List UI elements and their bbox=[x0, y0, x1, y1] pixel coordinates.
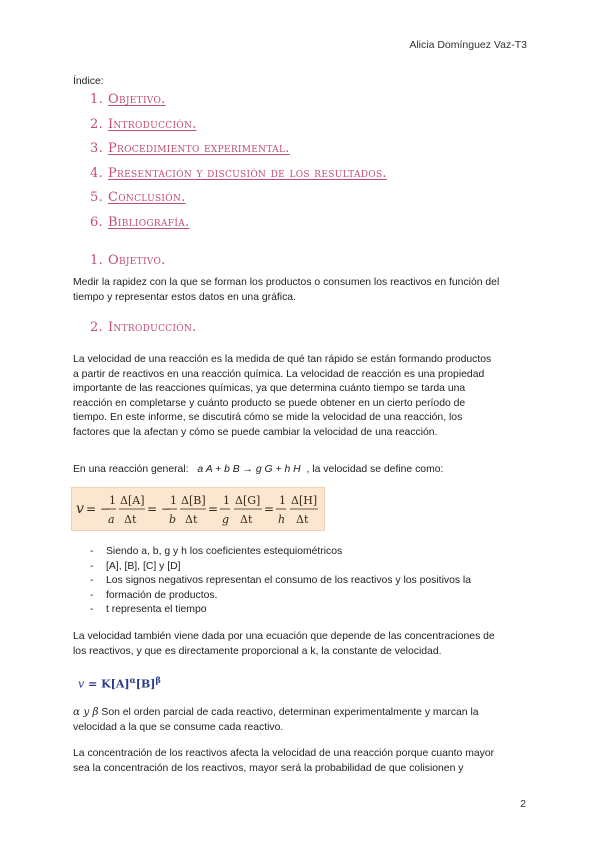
general-reaction-line bbox=[73, 463, 533, 478]
text-line: tiempo. En este informe, se discutirá cómo se mide la velocidad de una reacción, los bbox=[73, 412, 463, 423]
rate-formula-image bbox=[71, 487, 325, 531]
page-header-author: Alicia Domínguez Vaz-T3 bbox=[409, 39, 527, 51]
rate-delta-species: Δ[A] bbox=[120, 494, 145, 507]
toc-item[interactable] bbox=[90, 115, 387, 140]
rate-delta-species: Δ[H] bbox=[291, 494, 318, 507]
text-line: factores que la afectan y cómo se puede cambiar la velocidad de una reacción. bbox=[73, 426, 438, 438]
rate-sign: = − bbox=[147, 502, 171, 516]
rate-lhs: v bbox=[76, 501, 84, 517]
text-line: La velocidad de una reacción es la medida de qué tan rápido se están formando productos bbox=[73, 354, 492, 365]
rate-delta-t: Δt bbox=[240, 513, 253, 526]
rate-law-rhs: = K[A] bbox=[88, 677, 130, 691]
toc-item[interactable] bbox=[90, 90, 387, 115]
rate-one: 1 bbox=[223, 494, 230, 507]
toc-item[interactable] bbox=[90, 139, 387, 164]
table-of-contents bbox=[90, 90, 387, 237]
list-item: - Los signos negativos representan el consumo de los reactivos y los positivos la bbox=[90, 574, 510, 589]
rate-one: 1 bbox=[109, 494, 116, 507]
text-line: tiempo y representar estos datos en una gráfica. bbox=[73, 291, 296, 303]
order-paragraph bbox=[73, 705, 533, 735]
bullet-list bbox=[90, 545, 510, 618]
text-line: reacción en completarse y cuánto producto se puede obtener en un cierto período de bbox=[73, 397, 466, 409]
section-number: 2. bbox=[90, 320, 104, 335]
rate-coef: a bbox=[108, 513, 115, 526]
toc-item[interactable] bbox=[90, 213, 387, 238]
toc-item-link[interactable]: Objetivo. bbox=[108, 92, 166, 107]
rate-species: G bbox=[247, 494, 257, 507]
page-number: 2 bbox=[520, 798, 526, 810]
toc-item-number: 2. bbox=[90, 116, 104, 132]
rate-law-alpha: α bbox=[129, 675, 136, 685]
text-line: sea la concentración de los reactivos, mayor será la probabilidad de que colisionen y bbox=[73, 762, 464, 774]
rate-sign: = bbox=[264, 502, 275, 516]
rate-law-lhs: v bbox=[78, 677, 85, 691]
rate-delta-species: Δ[B] bbox=[181, 494, 206, 507]
index-label: Índice: bbox=[73, 76, 104, 87]
section-heading-introduccion bbox=[90, 320, 197, 335]
toc-item-link[interactable]: Introducción. bbox=[108, 116, 197, 132]
rate-sign: = − bbox=[86, 502, 110, 516]
rate-species: H bbox=[303, 494, 313, 507]
rate-law-equation bbox=[78, 675, 161, 691]
toc-item-link[interactable]: Procedimiento experimental. bbox=[108, 141, 290, 156]
rate-law-b: [B] bbox=[135, 677, 156, 691]
order-greek-symbols: α y β bbox=[73, 706, 99, 718]
section-title: Objetivo. bbox=[108, 253, 166, 268]
toc-item-number: 5. bbox=[90, 190, 104, 205]
toc-item-number: 1. bbox=[90, 92, 104, 107]
text-line: La velocidad también viene dada por una ecuación que depende de las concentraciones de bbox=[73, 631, 495, 642]
list-item-continuation: - formación de productos. bbox=[90, 589, 510, 604]
text-line: importante de las reacciones químicas, ya que determina cuánto tiempo se tarda una bbox=[73, 383, 466, 394]
rate-equation-paragraph bbox=[73, 630, 533, 659]
rate-sign: = bbox=[208, 502, 219, 516]
rate-species: B bbox=[193, 494, 202, 507]
rate-one: 1 bbox=[170, 494, 177, 507]
text-line bbox=[73, 705, 533, 721]
general-reaction-prefix: En una reacción general: bbox=[73, 464, 189, 475]
rate-delta-species: Δ[G] bbox=[235, 494, 261, 507]
section-heading-objetivo bbox=[90, 253, 166, 268]
toc-item[interactable] bbox=[90, 188, 387, 213]
general-reaction-suffix: , la velocidad se define como: bbox=[306, 464, 444, 475]
section-number: 1. bbox=[90, 253, 104, 268]
toc-item-link[interactable]: Bibliografía. bbox=[108, 214, 190, 230]
toc-item-link[interactable]: Conclusión. bbox=[108, 190, 186, 205]
text-line: Medir la rapidez con la que se forman los productos o consumen los reactivos en función del bbox=[73, 277, 500, 288]
rate-delta-t: Δt bbox=[185, 513, 198, 526]
text-line: a partir de reactivos en una reacción química. La velocidad de reacción es una propiedad bbox=[73, 368, 485, 380]
objetivo-paragraph bbox=[73, 276, 533, 305]
toc-item-link[interactable]: Presentación y discusión de los resultados. bbox=[108, 165, 387, 181]
list-item: - Siendo a, b, g y h los coeficientes estequiométricos bbox=[90, 545, 510, 560]
general-reaction-equation: a A + b B → g G + h H bbox=[197, 464, 301, 475]
text-line: La concentración de los reactivos afecta la velocidad de una reacción porque cuanto mayor bbox=[73, 748, 495, 759]
list-item: - t representa el tiempo bbox=[90, 603, 510, 618]
text-line: los reactivos, y que es directamente proporcional a k, la constante de velocidad. bbox=[73, 645, 442, 657]
toc-item-number: 4. bbox=[90, 165, 104, 181]
rate-one: 1 bbox=[279, 494, 286, 507]
list-item: - [A], [B], [C] y [D] bbox=[90, 560, 510, 575]
rate-coef: h bbox=[278, 513, 286, 526]
rate-species: A bbox=[132, 494, 141, 507]
toc-item-number: 3. bbox=[90, 141, 104, 156]
rate-delta-t: Δt bbox=[124, 513, 137, 526]
intro-paragraph bbox=[73, 353, 533, 440]
section-title: Introducción. bbox=[108, 320, 197, 335]
rate-coef: b bbox=[169, 513, 177, 526]
text-line: velocidad a la que se consume cada reactivo. bbox=[73, 721, 284, 733]
rate-law-beta: β bbox=[155, 675, 161, 685]
toc-item[interactable] bbox=[90, 164, 387, 189]
rate-delta-t: Δt bbox=[296, 513, 309, 526]
concentration-paragraph bbox=[73, 747, 533, 776]
toc-item-number: 6. bbox=[90, 214, 104, 230]
order-text: Son el orden parcial de cada reactivo, determinan experimentalmente y marcan la bbox=[98, 707, 479, 718]
rate-coef: g bbox=[222, 513, 230, 526]
